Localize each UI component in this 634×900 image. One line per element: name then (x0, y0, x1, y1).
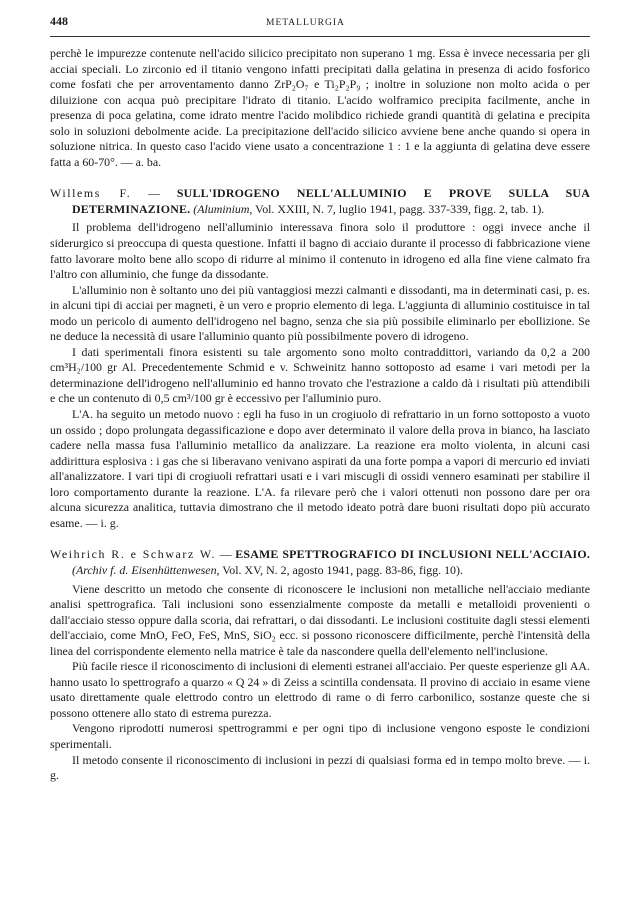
entry-authors: Weihrich R. e Schwarz W. (50, 547, 217, 562)
entry-dash: — (216, 547, 236, 562)
entry-citation: Vol. XXIII, N. 7, luglio 1941, pagg. 337-339, figg. 2, tab. 1). (252, 201, 545, 216)
entry-source: (Aluminium, (193, 201, 253, 216)
page-content (50, 46, 590, 784)
page-number: 448 (50, 14, 68, 28)
paragraph: Il metodo consente il riconoscimento di inclusioni in pezzi di qualsiasi forma ed in tempo molto breve. — i. g. (50, 752, 590, 783)
paragraph: Vengono riprodotti numerosi spettrogrammi e per ogni tipo di inclusione vengono esposte le condizioni sperimentali. (50, 721, 590, 751)
entry-citation: Vol. XV, N. 2, agosto 1941, pagg. 83-86, figg. 10). (219, 562, 463, 577)
paragraph: I dati sperimentali finora esistenti su tale argomento sono molto contraddittori, variando da 0,2 a 200 cm³H₂/100 gr Al. Precedentemente Schmid e v. Schweinitz hanno sottoposto ad esame i vari metodi per la determinazione dell'idrogeno nell'alluminio ed hanno trovato che l'estrazione a caldo dà i risultati più attendibili e che un contenuto di 0,5 cm³/100 gr è eccessivo per l'alluminio puro. (50, 344, 590, 406)
journal-title: METALLURGIA (266, 18, 345, 28)
paragraph: L'alluminio non è soltanto uno dei più vantaggiosi mezzi calmanti e dissodanti, ma in determinati casi, p. es. in alcuni tipi di acciai per magneti, è un vero e proprio elemento di lega. L'aggiunta di alluminio costituisce in tal modo un pericolo di aumento dell'idrogeno nel bagno, senza che sia più possibile eliminarlo per ebollizione. Se ne deduce la necessità di usare l'alluminio quanto più possibilmente povero di idrogeno. (50, 282, 590, 344)
bibliographic-reference (50, 547, 590, 578)
continuation-text (50, 46, 590, 170)
entry-title: ESAME SPETTROGRAFICO DI INCLUSIONI NELL'ACCIAIO. (235, 547, 590, 562)
paragraph: perchè le impurezze contenute nell'acido silicico precipitato non superano 1 mg. Essa è invece necessaria per gli acciai speciali. Lo zirconio ed il titanio vengono infatti precipitati dalla gelatina in presenza di acido fosforico come fosfati che per arroventamento danno ZrP₂O₇ e Ti₂P₂P₉ ; inoltre in soluzione non molto acida o per diluizione con acqua può precipitare l'idrato di titanio. L'acido wolframico precipita facilmente, anche in presenza di poca gelatina, come idrato mentre l'acido molibdico richiede grandi quantità di gelatina e precipita solo in soluzioni debolmente acide. La precipitazione dell'acido silicico avviene bene anche quando si opera in soluzione nitrica. In questo caso l'acido viene usato a concentrazione 1 : 1 e la aggiunta di gelatina deve essere fatta a 60-70°. — a. ba. (50, 46, 590, 169)
paragraph: Viene descritto un metodo che consente di riconoscere le inclusioni non metalliche nell'acciaio mediante analisi spettrografica. Tali inclusioni sono essenzialmente composte da metalli e metalloidi provenienti o dall'acciaio stesso oppure dalla scoria, dai refrattari, o dai dissodanti. Le inclusioni costituite dagli stessi elementi dell'acciaio, come MnO, FeO, FeS, MnS, SiO₂ ecc. si possono riconoscere difficilmente, perchè l'intensità della linea del corrispondente elemento nella matrice è tale da nascondere quella dell'elemento nell'inclusione. (50, 581, 590, 658)
entry-title: SULL'IDROGENO NELL'ALLUMINIO E PROVE SULLA SUA DETERMINAZIONE. (72, 186, 590, 216)
paragraph: L'A. ha seguito un metodo nuovo : egli ha fuso in un crogiuolo di refrattario in un forno sottoposto a vuoto un ossido ; dopo prolungata degassificazione e dopo aver determinato il valore della prova in bianco, ha lasciato cadere nella massa fusa l'alluminio metallico da analizzare. La reazione era molto violenta, in alcuni casi addirittura esplosiva : i gas che si liberavano venivano aspirati da una forte pompa a vapori di mercurio ed inviati all'analizzatore. I vari tipi di crogiuoli refrattari usati e i vari miscugli di ossidi vennero esaminati per stabilire il loro comportamento durante la reazione. L'A. fa rilevare però che i valori ottenuti non possono dare per ora alcuna sicurezza analitica, tuttavia dimostrano che il metodo ideato potrà dare buoni risultati dopo più accurato esame. — i. g. (50, 407, 590, 530)
entry-source: (Archiv f. d. Eisenhüttenwesen, (72, 562, 220, 577)
abstract-entry-weihrich (50, 547, 590, 783)
paragraph: Il problema dell'idrogeno nell'alluminio interessava finora solo il produttore : oggi invece anche il siderurgico si preoccupa di questa questione. Infatti il bagno di acciaio durante il processo di fabbricazione viene fatto lavorare molto bene allo scopo di ridurre al minimo il contenuto in idrogeno ed alla fine viene calmato fra l'altro con alluminio, che funge da dissodante. (50, 220, 590, 282)
entry-authors: Willems F. (50, 186, 132, 201)
bibliographic-reference (50, 186, 590, 217)
running-head (50, 14, 590, 37)
entry-dash: — (131, 186, 177, 201)
paragraph: Più facile riesce il riconoscimento di inclusioni di elementi estranei all'acciaio. Per queste esperienze gli AA. hanno usato lo spettrografo a quarzo « Q 24 » di Zeiss a scintilla condensata. Il provino di acciaio in esame viene usato direttamente quale elettrodo contro un elettrodo di rame o di ferro carbonilico, sostanze queste che si possono ottenere allo stato di estrema purezza. (50, 659, 590, 720)
abstract-entry-willems (50, 186, 590, 531)
